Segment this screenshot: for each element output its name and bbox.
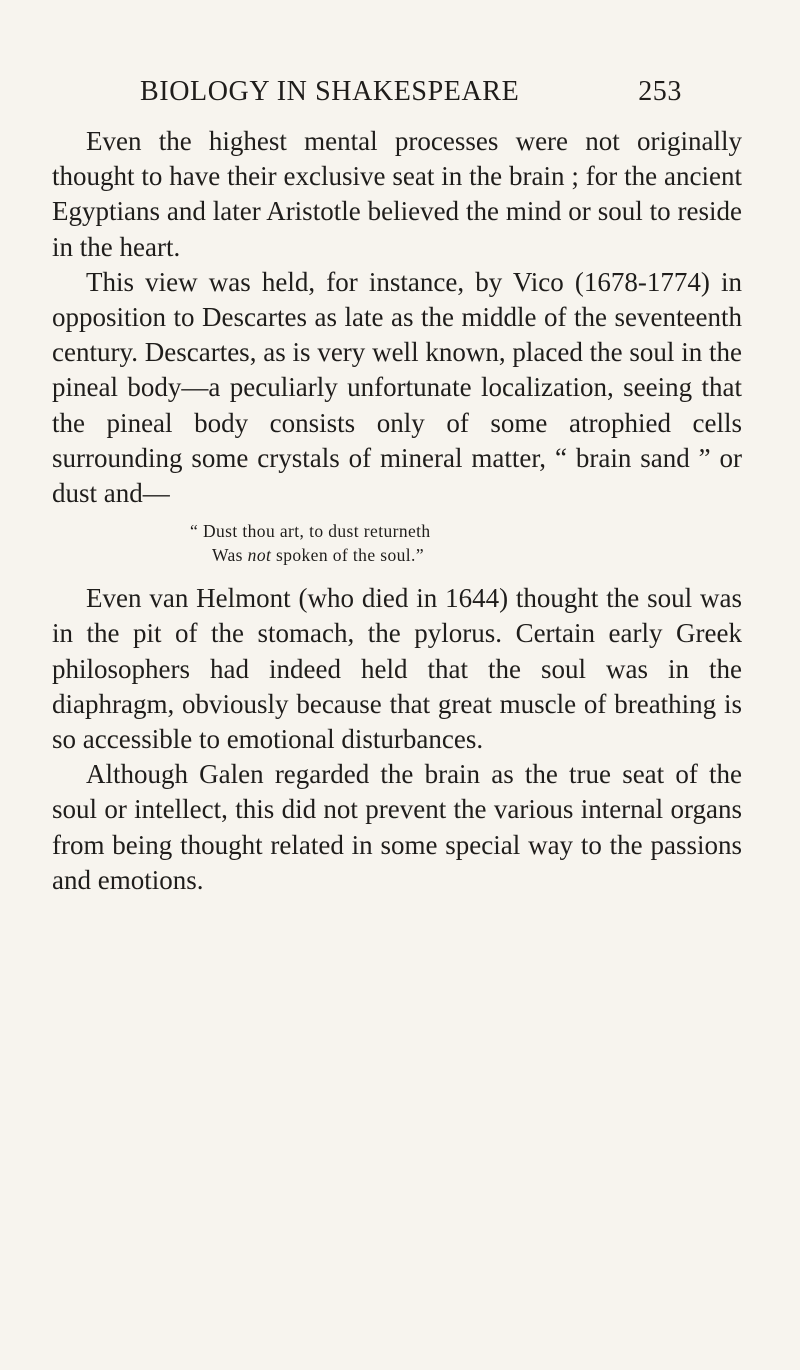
running-title: BIOLOGY IN SHAKESPEARE	[140, 76, 520, 107]
quote-line-2	[190, 543, 742, 567]
paragraph-3: Even van Helmont (who died in 1644) thought the soul was in the pit of the stomach, the pylorus. Certain early Greek philosophers had indeed held that the soul was in the diaphragm, obviously because that great muscle of breathing is so accessible to emotional disturbances.	[52, 583, 742, 755]
paragraph-4: Although Galen regarded the brain as the true seat of the soul or intellect, this did not prevent the various internal organs from being thought related in some special way to the passions and emotions.	[52, 759, 742, 895]
quote-emphasis: not	[247, 545, 272, 566]
quote-line-2-start: Was	[212, 545, 248, 566]
running-head	[140, 76, 680, 116]
page-number: 253	[638, 76, 682, 107]
quote-line-1: “ Dust thou art, to dust returneth	[190, 521, 431, 542]
paragraph-1: Even the highest mental processes were not originally thought to have their exclusive seat in the brain ; for the ancient Egyptians and later Aristotle believed the mind or soul to reside in the heart.	[52, 126, 742, 262]
body-text	[52, 124, 742, 898]
paragraph-2: This view was held, for instance, by Vico (1678-1774) in opposition to Descartes as late as the middle of the seventeenth century. Descartes, as is very well known, placed the soul in the pineal body—a peculiarly unfortunate localization, seeing that the pineal body consists only of some atrophied cells surrounding some crystals of mineral matter, “ brain sand ” or dust and—	[52, 266, 742, 509]
block-quote	[52, 519, 742, 567]
quote-line-2-end: spoken of the soul.”	[271, 545, 424, 566]
